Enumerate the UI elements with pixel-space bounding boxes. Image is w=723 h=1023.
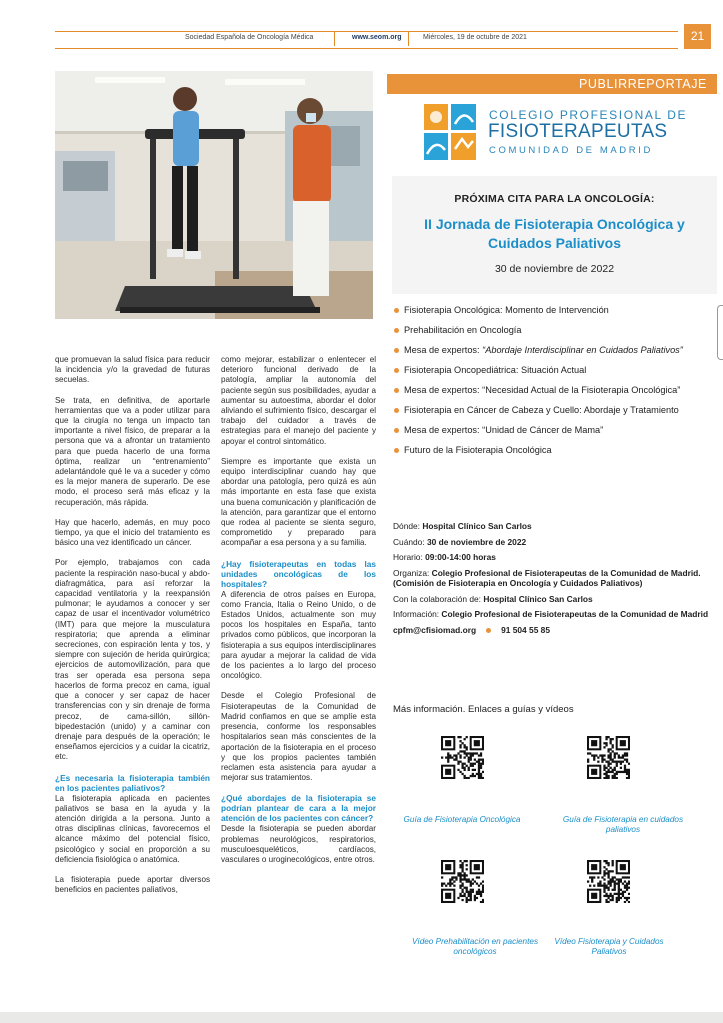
article-paragraph: La fisioterapia aplicada en pacientes paliativos se basa en la ayuda y la atención dirigida a la persona. Junto a otras disciplinas clínicas, favorecemos el alcance máximo del potencial físico, psicológico y social en proporción a su deficiencia fisiológica o anatómica. bbox=[55, 793, 210, 864]
qr-caption-guia-paliativos[interactable]: Guía de Fisioterapia en cuidados paliativos bbox=[562, 815, 684, 834]
publirreportaje-bar bbox=[387, 74, 717, 94]
article-paragraph: A diferencia de otros países en Europa, como Francia, Italia o Reino Unido, o de Estados Unidos, actualmente son muy pocos los hospitales en España, tanto privados como públicos, que incorporan la fisioterapia a sus equipos interdisciplinares para ayudar a mejorar la calidad de vida de los pacientes a lo largo del proceso oncológico. bbox=[221, 589, 376, 681]
program-item: Mesa de expertos: “Necesidad Actual de la Fisioterapia Oncológica” bbox=[394, 385, 706, 396]
article-paragraph: Por ejemplo, trabajamos con cada paciente la respiración naso-bucal y abdo-diafragmática, para así reforzar la capacidad ventilatoria y la reexpansión pulmonar; le ayudamos a conocer y ser capaz de usar el incentivador volumétrico (IMT) para que mejore la musculatura respiratoria; que aprenda a eliminar secreciones, con espiración lenta y tos, y siempre con sujeción de herida quirúrgica; ejercicios de automovilización, para que tras ser operada esa persona sepa hacerlos de forma precoz en cama, igual que a conocer y ser capaz de hacer transferencias con y sin drenaje de forma precoz, de cama-sillón, sillón-bipedestación (unido) y a caminar con drenaje para después de la operación; le enseñamos ejercicios y a cuidar la cicatriz, etc. bbox=[55, 558, 210, 762]
qr-caption-guia-oncologica[interactable]: Guía de Fisioterapia Oncológica bbox=[403, 815, 521, 824]
program-item: Fisioterapia Oncopediátrica: Situación Actual bbox=[394, 365, 706, 376]
article-photo bbox=[55, 71, 373, 319]
page-number-badge: 21 bbox=[684, 24, 711, 49]
event-location: Dónde: Hospital Clínico San Carlos bbox=[393, 521, 532, 531]
bullet-dot-icon bbox=[486, 628, 491, 633]
article-column-1 bbox=[55, 355, 210, 905]
logo-line-1: COLEGIO PROFESIONAL DE bbox=[489, 108, 688, 122]
more-info-heading: Más información. Enlaces a guías y vídeos bbox=[393, 704, 574, 715]
page-bottom-band bbox=[0, 1012, 723, 1023]
header-date: Miércoles, 19 de octubre de 2021 bbox=[423, 34, 527, 41]
article-paragraph: La fisioterapia puede aportar diversos beneficios en pacientes paliativos, bbox=[55, 874, 210, 895]
article-column-2 bbox=[221, 355, 376, 875]
program-item: Fisioterapia Oncológica: Momento de Intervención bbox=[394, 305, 706, 316]
header-divider bbox=[408, 32, 409, 46]
qr-code-icon[interactable] bbox=[441, 736, 484, 779]
program-item: Prehabilitación en Oncología bbox=[394, 325, 706, 336]
qr-code-icon[interactable] bbox=[441, 860, 484, 903]
article-paragraph: Desde la fisioterapia se pueden abordar problemas neurológicos, respiratorios, musculoesqueléticos, cardíacos, vasculares o uroginecológicos, entre otros. bbox=[221, 824, 376, 864]
logo-line-2: FISIOTERAPEUTAS bbox=[488, 121, 668, 142]
event-details bbox=[393, 521, 711, 636]
article-paragraph: que promuevan la salud física para reducir la incidencia y/o la gravedad de futuras secuelas. bbox=[55, 355, 210, 385]
article-paragraph: como mejorar, estabilizar o enlentecer el deterioro funcional derivado de la patología, ampliar la autonomía del paciente según sus posibilidades, ayudar a aumentar su autoestima, abordar el dolor aliviando el sufrimiento físico, descargar el trabajo del cuidador a través de estrategias para el manejo del paciente y apoyar el control sintomático. bbox=[221, 355, 376, 446]
program-item: Mesa de expertos: “Abordaje Interdisciplinar en Cuidados Paliativos” bbox=[394, 345, 706, 356]
logo-line-3: COMUNIDAD DE MADRID bbox=[489, 145, 653, 156]
header-org-name: Sociedad Española de Oncología Médica bbox=[185, 34, 314, 41]
event-date: 30 de noviembre de 2022 bbox=[494, 263, 615, 275]
publirreportaje-label: PUBLIRREPORTAJE bbox=[578, 77, 707, 91]
qr-caption-video-prehabilitacion[interactable]: Vídeo Prehabilitación en pacientes oncológicos bbox=[411, 937, 539, 956]
contact-phone: 91 504 55 85 bbox=[501, 625, 550, 636]
treadmill-photo-illustration bbox=[55, 71, 373, 319]
event-schedule: Horario: 09:00-14:00 horas bbox=[393, 552, 496, 563]
event-when: Cuándo: 30 de noviembre de 2022 bbox=[393, 536, 527, 547]
event-organizer: Organiza: Colegio Profesional de Fisioterapeutas de la Comunidad de Madrid. (Comisión de Fisioterapia en Oncología y Cuidados Paliativos) bbox=[393, 567, 701, 588]
article-subheading: ¿Hay fisioterapeutas en todas las unidades oncológicas de los hospitales? bbox=[221, 558, 376, 589]
header-rule-top bbox=[55, 31, 678, 32]
article-paragraph: Siempre es importante que exista un equipo interdisciplinar cuando hay que abordar una patología, pero quizá es aún más importante en esta fase que exista una buena comunicación y planificación de la atención, para garantizar que el entorno que rodea al paciente se sienta seguro, comprometido y preparado para acompañar a esa persona y a su familia. bbox=[221, 456, 376, 548]
header-website-link[interactable]: www.seom.org bbox=[352, 34, 402, 41]
program-item: Mesa de expertos: “Unidad de Cáncer de Mama” bbox=[394, 425, 706, 436]
event-title: II Jornada de Fisioterapia Oncológica y Cuidados Paliativos bbox=[424, 216, 685, 251]
qr-code-icon[interactable] bbox=[587, 860, 630, 903]
event-kicker: PRÓXIMA CITA PARA LA ONCOLOGÍA: bbox=[454, 193, 655, 205]
header-rule-bottom bbox=[55, 48, 678, 49]
article-subheading: ¿Es necesaria la fisioterapia también en los pacientes paliativos? bbox=[55, 772, 210, 793]
article-paragraph: Se trata, en definitiva, de aportarle herramientas que va a poder utilizar para que la cirugía no tenga un impacto tan importante a nivel físico, de preparar a la persona que va a afrontar un tratamiento para que pueda hacerlo de una forma óptima, realizar un “entrenamiento” adelantándole qué le va a suceder y cómo es la mejor manera de superarlo. De ese modo, el proceso será más eficaz y la recuperación, más rápida. bbox=[55, 395, 210, 507]
program-item: Fisioterapia en Cáncer de Cabeza y Cuello: Abordaje y Tratamiento bbox=[394, 405, 706, 416]
page-turn-tab[interactable] bbox=[717, 305, 723, 360]
article-subheading: ¿Qué abordajes de la fisioterapia se podrían plantear de cara a la mejor atención de los pacientes con cáncer? bbox=[221, 793, 376, 824]
qr-code-icon[interactable] bbox=[587, 736, 630, 779]
header-divider bbox=[334, 32, 335, 46]
event-information: Información: Colegio Profesional de Fisioterapeutas de la Comunidad de Madrid bbox=[393, 609, 709, 620]
contact-email-link[interactable]: cpfm@cfisiomad.org bbox=[393, 625, 477, 636]
contact-row bbox=[393, 625, 711, 635]
event-collaborator: Con la colaboración de: Hospital Clínico San Carlos bbox=[393, 593, 593, 604]
article-paragraph: Desde el Colegio Profesional de Fisioterapeutas de la Comunidad de Madrid confiamos en que se amplíe esta presencia, conforme los responsables hospitalarios sean más conscientes de la aportación de la fisioterapia en el proceso y que los propios pacientes también reclamen esta asistencia para ayudar a mejorar sus tratamientos. bbox=[221, 691, 376, 783]
program-item: Futuro de la Fisioterapia Oncológica bbox=[394, 445, 706, 456]
college-logo-icon bbox=[424, 104, 476, 160]
qr-caption-video-paliativos[interactable]: Vídeo Fisioterapia y Cuidados Paliativos bbox=[554, 937, 664, 956]
article-paragraph: Hay que hacerlo, además, en muy poco tiempo, ya que el inicio del tratamiento es básico una vez identificado un cáncer. bbox=[55, 517, 210, 548]
program-item-italic: “Abordaje Interdisciplinar en Cuidados Paliativos” bbox=[482, 345, 683, 355]
event-program-list bbox=[394, 305, 706, 465]
